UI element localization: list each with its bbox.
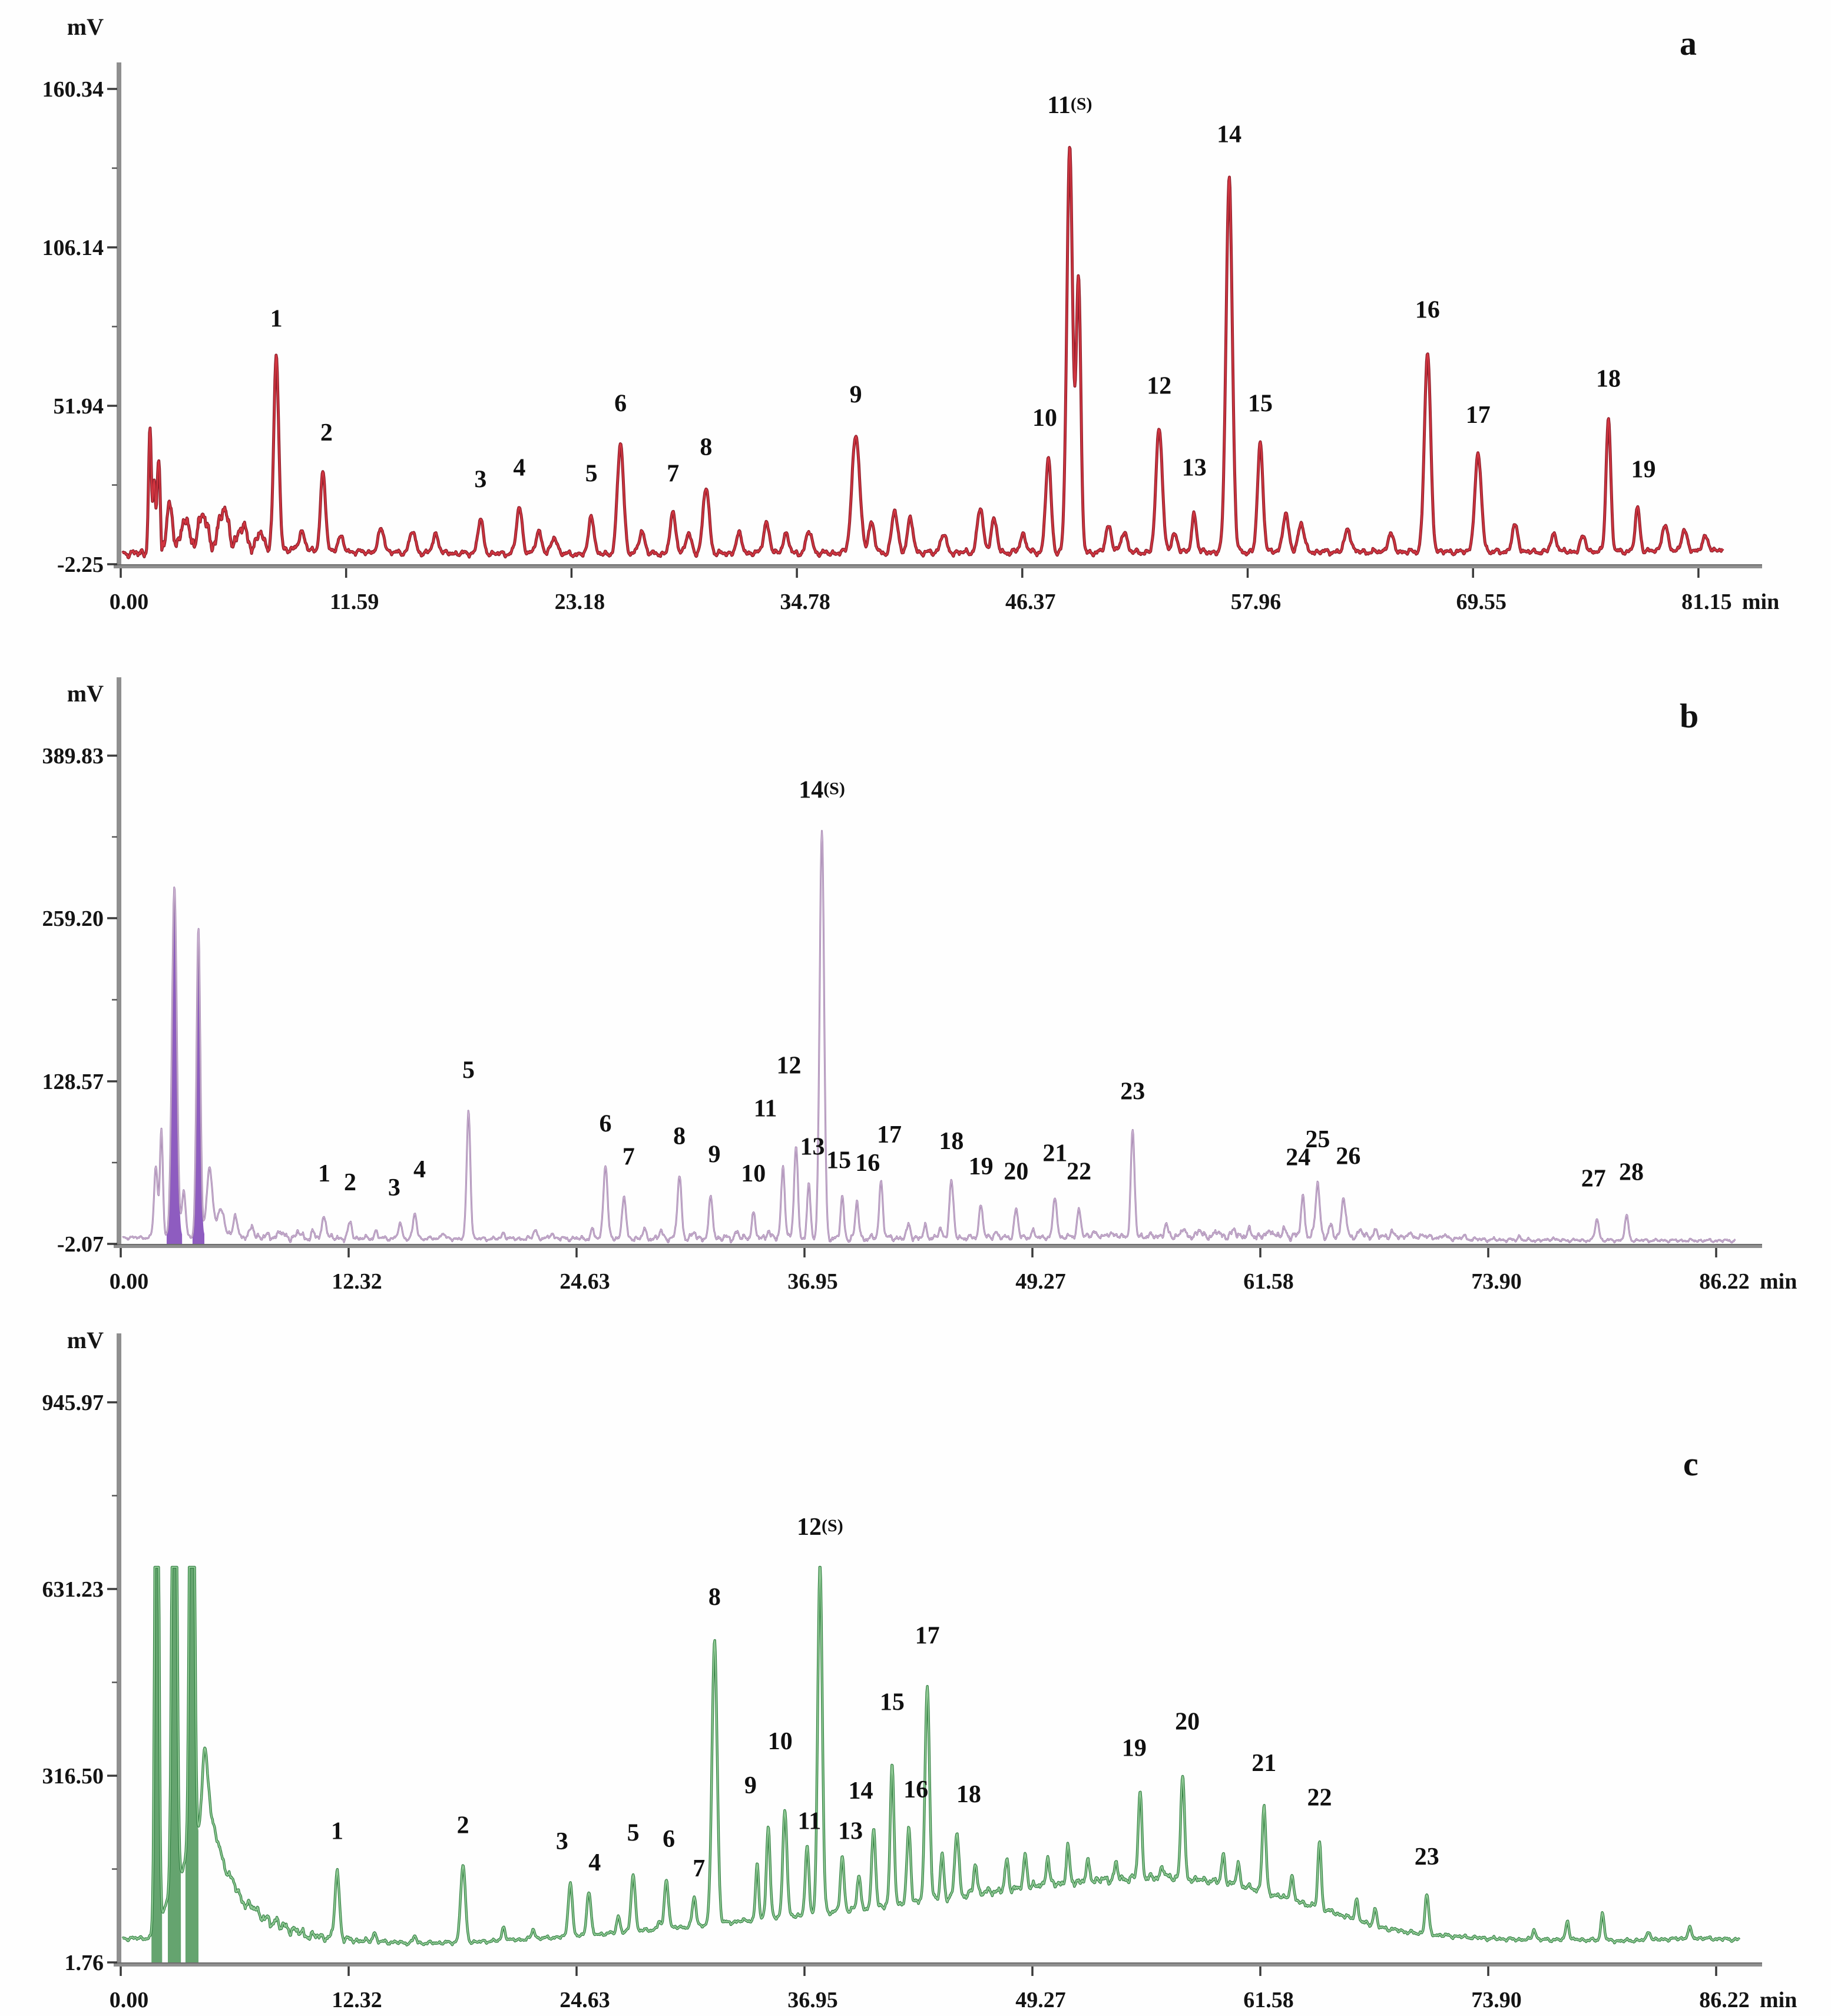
- y-tick-label-b-3: -2.07: [57, 1232, 104, 1257]
- x-tick-label-c-3: 36.95: [787, 1988, 838, 2012]
- x-axis-unit-a: min: [1741, 590, 1780, 614]
- peak-label-b-6: 6: [599, 1110, 612, 1138]
- peak-label-a-15: 15: [1247, 390, 1273, 418]
- peak-labels-a: [270, 92, 1656, 493]
- x-tick-label-a-6: 69.55: [1456, 590, 1506, 614]
- x-tick-label-b-4: 49.27: [1015, 1269, 1066, 1294]
- peak-label-a-5: 5: [585, 460, 598, 488]
- y-tick-label-c-0: 945.97: [42, 1391, 104, 1415]
- panel-c: [42, 1327, 1797, 2012]
- peak-label-c-16: 16: [903, 1776, 929, 1804]
- peak-label-b-4: 4: [413, 1156, 426, 1184]
- peak-label-b-17: 17: [877, 1121, 902, 1149]
- peak-label-c-6: 6: [663, 1825, 676, 1853]
- x-tick-label-a-2: 23.18: [554, 590, 605, 614]
- peak-label-b-28: 28: [1618, 1158, 1644, 1186]
- panel-label-a: a: [1680, 24, 1697, 62]
- y-axis-unit-a: mV: [67, 14, 104, 40]
- peak-label-c-23: 23: [1414, 1843, 1439, 1871]
- peak-label-c-20: 20: [1175, 1708, 1200, 1736]
- peak-label-a-17: 17: [1465, 402, 1491, 429]
- trace-shadow-b: [122, 831, 1736, 1243]
- peak-label-a-14: 14: [1217, 121, 1242, 148]
- peak-label-a-8: 8: [700, 433, 713, 461]
- axes-b: [42, 677, 1797, 1294]
- peak-label-c-17: 17: [915, 1622, 940, 1650]
- peak-label-c-12: 12(S): [797, 1513, 843, 1541]
- x-tick-label-c-1: 12.32: [332, 1988, 382, 2012]
- y-tick-label-c-3: 1.76: [64, 1951, 104, 1975]
- peak-label-b-27: 27: [1581, 1165, 1606, 1193]
- peak-label-b-25: 25: [1305, 1126, 1330, 1154]
- x-axis-unit-b: min: [1760, 1269, 1797, 1294]
- x-tick-label-c-2: 24.63: [559, 1988, 610, 2012]
- y-tick-label-b-1: 259.20: [42, 906, 104, 931]
- x-tick-label-b-6: 73.90: [1471, 1269, 1522, 1294]
- peak-label-c-10: 10: [767, 1727, 793, 1755]
- panel-a: [42, 14, 1780, 614]
- panel-label-b: b: [1680, 697, 1699, 735]
- x-tick-label-b-1: 12.32: [332, 1269, 382, 1294]
- peak-label-c-18: 18: [956, 1781, 981, 1809]
- y-tick-label-b-0: 389.83: [42, 744, 104, 769]
- trace-b: [122, 831, 1736, 1243]
- x-tick-label-a-4: 46.37: [1005, 590, 1056, 614]
- x-tick-label-b-7: 86.22: [1699, 1269, 1750, 1294]
- peak-label-c-7: 7: [693, 1855, 706, 1882]
- peak-label-c-11: 11: [797, 1808, 822, 1835]
- peak-label-c-1: 1: [331, 1818, 344, 1845]
- trace-shadow-a: [122, 147, 1723, 558]
- peak-label-b-11: 11: [753, 1095, 777, 1123]
- x-tick-label-a-1: 11.59: [329, 590, 379, 614]
- y-axis-unit-c: mV: [67, 1327, 104, 1353]
- peak-labels-b: [318, 777, 1644, 1201]
- peak-label-c-14: 14: [848, 1777, 873, 1805]
- x-tick-label-a-3: 34.78: [780, 590, 830, 614]
- peak-label-b-19: 19: [968, 1153, 994, 1181]
- peak-label-b-22: 22: [1067, 1158, 1092, 1186]
- peak-label-b-24: 24: [1286, 1144, 1311, 1171]
- y-tick-label-a-3: -2.25: [57, 552, 104, 577]
- peak-label-a-3: 3: [474, 466, 487, 494]
- peak-label-c-4: 4: [588, 1849, 601, 1876]
- peak-label-c-5: 5: [627, 1819, 640, 1847]
- peak-label-a-7: 7: [667, 460, 680, 488]
- peak-label-b-21: 21: [1042, 1140, 1068, 1167]
- x-tick-label-a-5: 57.96: [1230, 590, 1282, 614]
- peak-label-a-6: 6: [614, 390, 627, 418]
- y-tick-label-a-2: 51.94: [53, 394, 104, 419]
- peak-label-c-15: 15: [879, 1689, 905, 1716]
- peak-label-b-26: 26: [1336, 1143, 1361, 1170]
- peak-label-b-15: 15: [826, 1147, 852, 1174]
- y-axis-unit-b: mV: [67, 680, 104, 707]
- x-tick-label-a-0: 0.00: [109, 590, 149, 614]
- panel-b: [42, 677, 1797, 1294]
- peak-label-b-14: 14(S): [799, 776, 845, 804]
- peak-label-c-13: 13: [838, 1818, 863, 1845]
- x-tick-label-c-7: 86.22: [1699, 1988, 1750, 2012]
- x-tick-label-c-6: 73.90: [1471, 1988, 1522, 2012]
- peak-label-c-19: 19: [1121, 1734, 1147, 1762]
- peak-label-c-21: 21: [1251, 1749, 1277, 1777]
- x-tick-label-b-5: 61.58: [1243, 1269, 1294, 1294]
- x-tick-label-c-4: 49.27: [1015, 1988, 1066, 2012]
- peak-label-b-9: 9: [708, 1141, 721, 1168]
- peak-label-b-5: 5: [462, 1057, 475, 1084]
- x-tick-label-b-2: 24.63: [559, 1269, 610, 1294]
- peak-label-b-16: 16: [855, 1149, 880, 1177]
- peak-label-a-13: 13: [1181, 454, 1207, 482]
- peak-label-b-18: 18: [939, 1128, 964, 1156]
- peak-label-a-12: 12: [1147, 372, 1172, 400]
- y-tick-label-b-2: 128.57: [42, 1070, 104, 1094]
- peak-label-a-11: 11(S): [1047, 91, 1092, 119]
- y-tick-label-a-0: 160.34: [42, 77, 104, 102]
- peak-label-a-1: 1: [270, 305, 283, 333]
- peak-label-a-4: 4: [513, 454, 526, 482]
- peak-label-b-3: 3: [388, 1174, 400, 1202]
- x-tick-label-b-0: 0.00: [109, 1269, 149, 1294]
- x-axis-unit-c: min: [1760, 1988, 1797, 2012]
- peak-label-a-10: 10: [1032, 405, 1058, 432]
- peak-label-a-18: 18: [1596, 365, 1621, 393]
- y-tick-label-c-1: 631.23: [42, 1577, 104, 1602]
- axes-c: [42, 1327, 1797, 2012]
- peak-label-b-2: 2: [344, 1168, 357, 1196]
- peak-label-c-8: 8: [708, 1583, 721, 1611]
- y-tick-label-a-1: 106.14: [42, 236, 104, 260]
- y-tick-label-c-2: 316.50: [42, 1764, 104, 1789]
- peak-label-b-23: 23: [1120, 1078, 1145, 1105]
- peak-label-c-2: 2: [456, 1812, 469, 1839]
- x-tick-label-a-7: 81.15: [1681, 590, 1732, 614]
- peak-label-c-3: 3: [555, 1828, 568, 1855]
- peak-label-a-19: 19: [1631, 456, 1656, 484]
- peak-label-b-7: 7: [622, 1143, 635, 1171]
- peak-label-b-13: 13: [800, 1133, 825, 1161]
- x-tick-label-c-0: 0.00: [109, 1988, 149, 2012]
- peak-label-a-9: 9: [849, 381, 862, 409]
- peak-label-c-22: 22: [1307, 1784, 1332, 1812]
- peak-label-a-2: 2: [320, 419, 333, 446]
- x-tick-label-b-3: 36.95: [787, 1269, 838, 1294]
- peak-label-b-20: 20: [1004, 1158, 1029, 1186]
- panel-label-c: c: [1683, 1445, 1698, 1483]
- peak-label-b-12: 12: [776, 1052, 802, 1080]
- peak-label-b-1: 1: [318, 1160, 331, 1188]
- peak-label-b-8: 8: [673, 1123, 686, 1150]
- x-tick-label-c-5: 61.58: [1243, 1988, 1294, 2012]
- peak-label-a-16: 16: [1415, 296, 1440, 324]
- peak-label-c-9: 9: [744, 1772, 757, 1800]
- peak-labels-c: [331, 1514, 1439, 1882]
- peak-label-b-10: 10: [741, 1160, 766, 1188]
